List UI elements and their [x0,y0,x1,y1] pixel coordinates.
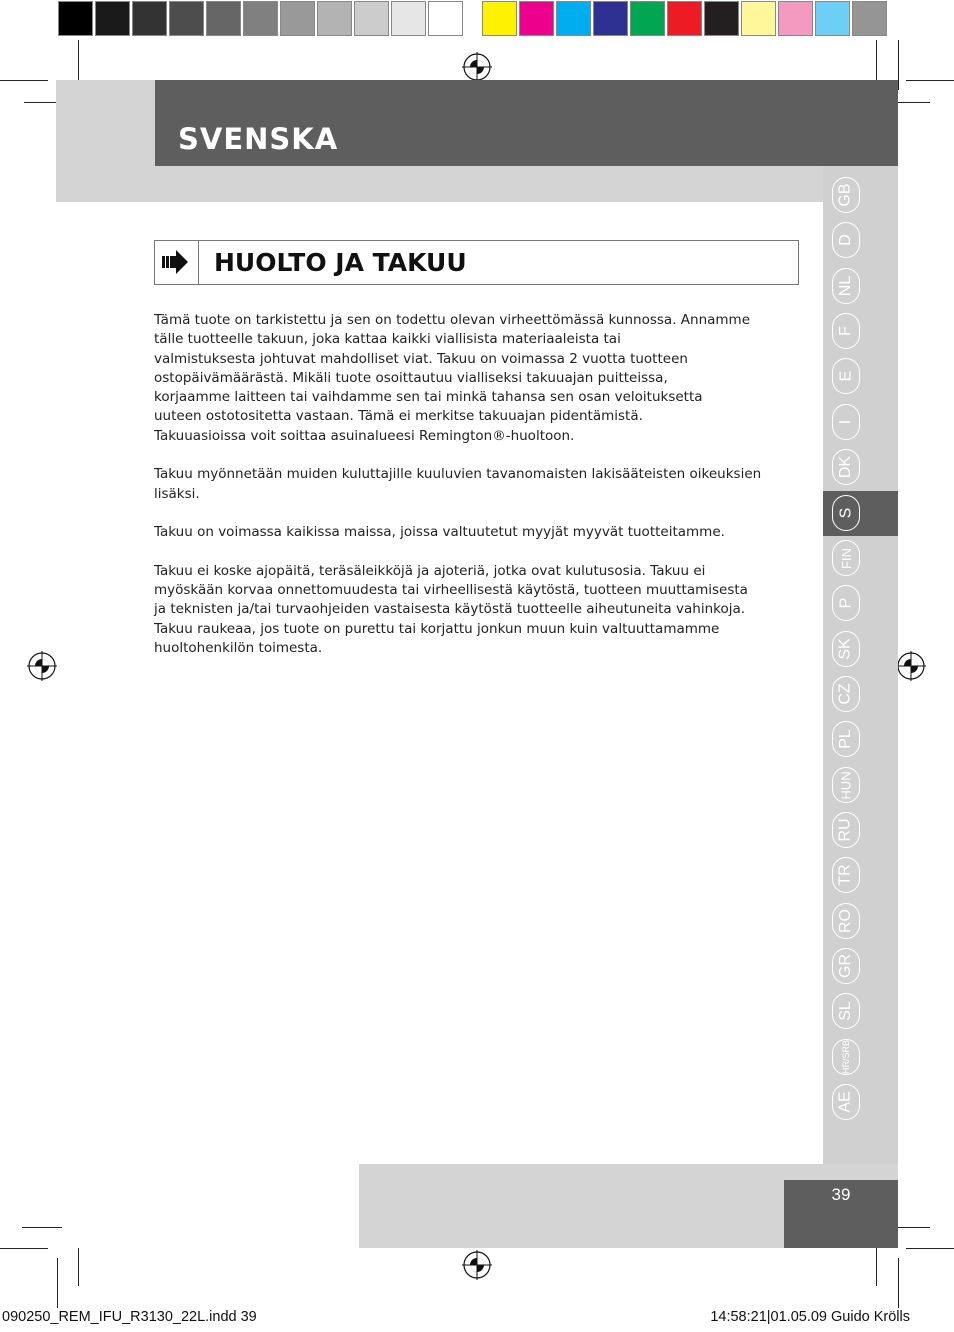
text-line: Takuu raukeaa, jos tuote on purettu tai korjattu jonkun muun kuin valtuuttamamme [154,620,720,637]
text-line: myöskään korvaa onnettomuudesta tai virheellisestä käytöstä, tuotteen muuttamisesta [154,582,748,599]
crop-mark [906,80,954,81]
language-tab-label: SL [836,1001,854,1021]
language-tab-cz[interactable] [832,676,860,712]
text-line: ostopäivämäärästä. Mikäli tuote osoittautuu vialliseksi takuuajan puitteissa, [154,369,668,386]
body-paragraph [154,465,764,504]
crop-mark [0,80,48,81]
language-tab-ru[interactable] [832,812,860,848]
body-paragraph [154,311,764,446]
gray-swatch [206,1,241,36]
gray-swatch [317,1,352,36]
text-line: huoltohenkilön toimesta. [154,640,323,657]
gray-swatch [354,1,389,36]
language-tab-tr[interactable] [832,857,860,893]
language-tab-label: FIN [838,547,854,569]
language-tab-hun[interactable] [832,767,860,803]
language-tab-dk[interactable] [832,449,860,485]
text-line: Takuu myönnetään muiden kuluttajille kuuluvien tavanomaisten lakisääteisten oikeuksien [154,466,762,483]
language-tab-label: CZ [836,683,854,705]
language-tab-label: AE [837,1091,854,1113]
registration-mark-icon [896,651,926,681]
text-line: Tämä tuote on tarkistettu ja sen on todettu olevan virheettömässä kunnossa. Annamme [154,312,751,328]
text-line: tälle tuotteelle takuun, joka kattaa kaikki viallisista materiaaleista tai [154,331,621,348]
language-tab-label: HR/SRB [841,1039,852,1075]
gray-swatch [169,1,204,36]
language-title: SVENSKA [178,122,339,156]
language-tab-label: GB [837,183,854,207]
timestamp-slug: 14:58:21|01.05.09 Guido Krölls [710,1309,910,1325]
color-swatch [704,1,739,36]
gray-swatch [95,1,130,36]
text-line: ja teknisten ja/tai turvaohjeiden vastaisesta käytöstä tuotteelle aiheutuneita vahinkoja. [154,601,746,618]
text-line: korjaamme laitteen tai vaihdamme sen tai minkä tahansa sen osan veloituksetta [154,389,703,406]
body-paragraph [154,562,764,658]
color-swatch [519,1,554,36]
language-tab-gb[interactable] [832,177,860,213]
registration-mark-icon [462,52,492,82]
page-number: 39 [831,1185,851,1204]
grayscale-calibration-bar [58,1,465,38]
language-tab-hr-srb[interactable] [832,1039,860,1075]
crop-mark [22,1227,62,1228]
language-tab-i[interactable] [832,404,860,440]
language-tab-fin[interactable] [832,540,860,576]
language-tab-label: S [836,507,854,519]
language-tab-label: HUN [838,770,854,800]
language-tab-label: SK [837,638,854,660]
color-swatch [852,1,887,36]
text-line: Takuuasioissa voit soittaa asuinalueesi Remington®-huoltoon. [154,427,575,444]
section-title: HUOLTO JA TAKUU [214,248,467,277]
gray-swatch [428,1,463,36]
page-frame-band [56,166,898,202]
language-tab-label: P [836,597,854,609]
color-swatch [778,1,813,36]
color-swatch [815,1,850,36]
color-calibration-bar [482,1,889,38]
crop-mark [78,1248,79,1286]
language-tab-label: GR [837,954,854,978]
body-paragraph [154,523,764,542]
text-line: valmistuksesta johtuvat mahdolliset viat. Takuu on voimassa 2 vuotta tuotteen [154,350,688,367]
registration-mark-icon [27,651,57,681]
file-slug: 090250_REM_IFU_R3130_22L.indd 39 [2,1309,257,1325]
language-tab-nl[interactable] [832,268,860,304]
color-swatch [593,1,628,36]
language-tab-p[interactable] [832,585,860,621]
color-swatch [556,1,591,36]
language-tab-label: E [836,370,854,382]
language-tab-label: RO [837,909,854,933]
language-tab-label: DK [836,455,854,479]
gray-swatch [391,1,426,36]
text-line: lisäksi. [154,485,200,502]
section-icon-cell [154,240,199,285]
language-tab-label: NL [836,275,854,297]
color-swatch [667,1,702,36]
language-tab-label: D [837,234,854,246]
crop-mark [898,1258,899,1308]
text-line: Takuu ei koske ajopäitä, teräsäleikköjä ja ajoteriä, jotka ovat kulutusosia. Takuu ei [154,562,706,579]
language-tab-label: I [836,419,854,425]
gray-swatch [280,1,315,36]
crop-mark [876,1248,877,1286]
crop-mark [898,40,899,90]
gray-swatch [132,1,167,36]
color-swatch [482,1,517,36]
language-tab-label: TR [836,864,854,886]
language-tab-sk[interactable] [832,631,860,667]
arrow-right-icon [154,240,198,284]
warranty-text [154,311,764,678]
language-tab-s[interactable] [832,495,860,531]
gray-swatch [243,1,278,36]
language-tab-pl[interactable] [832,721,860,757]
crop-mark [57,1258,58,1308]
language-tab-label: RU [836,818,854,842]
language-tab-ro[interactable] [832,903,860,939]
crop-mark [0,1248,48,1249]
text-line: Takuu on voimassa kaikissa maissa, joissa valtuutetut myyjät myyvät tuotteitamme. [154,524,725,541]
language-tab-ae[interactable] [832,1084,860,1120]
language-tab-f[interactable] [832,313,860,349]
crop-mark [906,1248,954,1249]
registration-mark-icon [462,1250,492,1280]
color-swatch [630,1,665,36]
color-swatch [741,1,776,36]
gray-swatch [58,1,93,36]
language-tab-label: PL [836,729,854,749]
language-tab-gr[interactable] [832,948,860,984]
text-line: uuteen ostotositetta vastaan. Tämä ei merkitse takuuajan pidentämistä. [154,408,643,425]
language-tab-e[interactable] [832,358,860,394]
language-tab-sl[interactable] [832,993,860,1029]
language-tab-label: F [837,326,854,336]
language-tab-d[interactable] [832,222,860,258]
